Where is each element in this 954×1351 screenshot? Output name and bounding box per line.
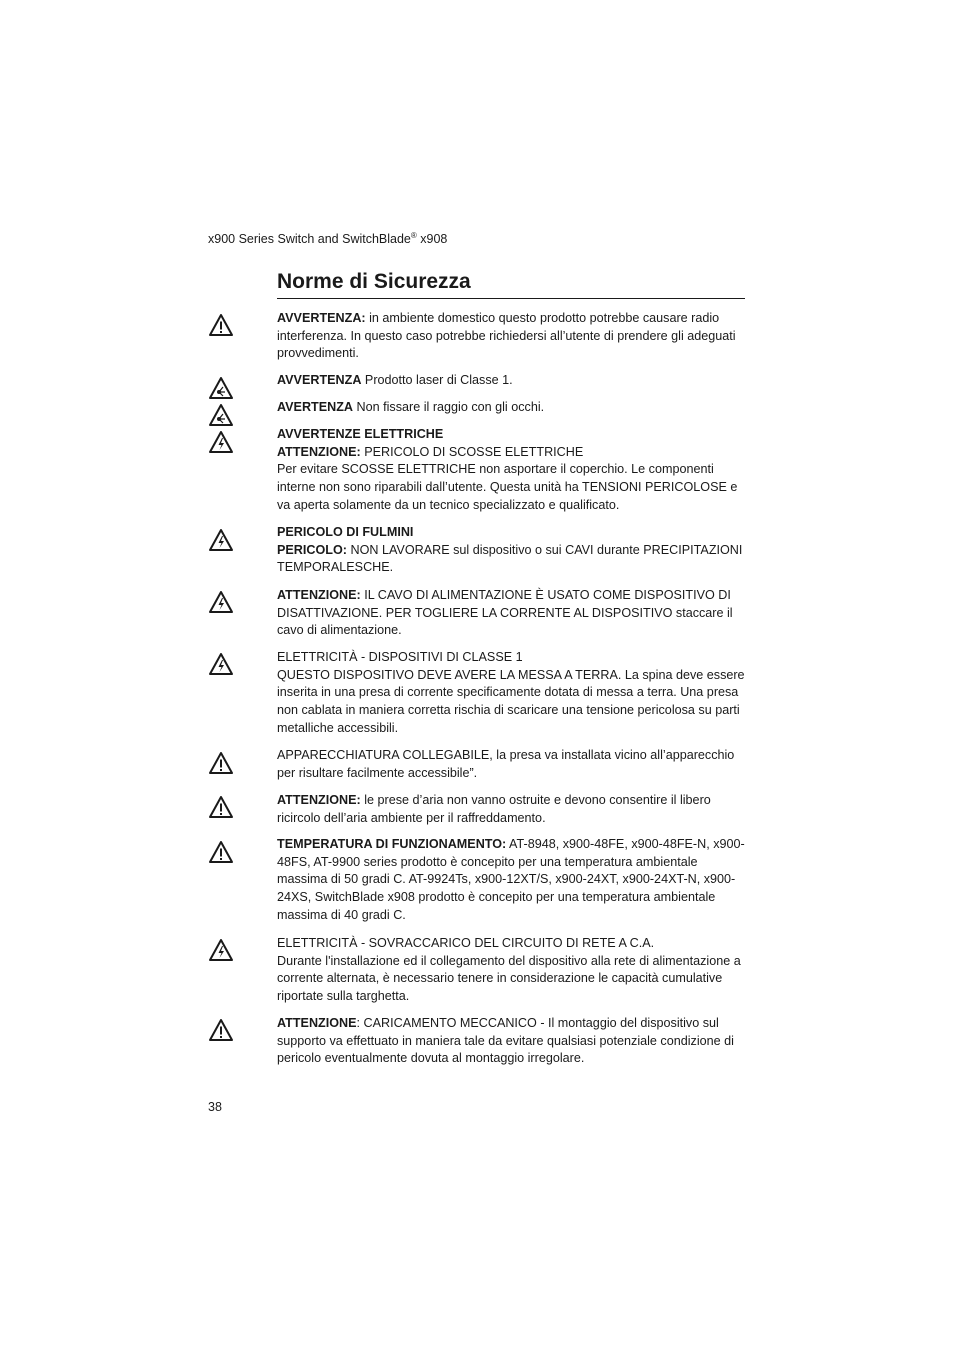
notice-text: NON LAVORARE sul dispositivo o sui CAVI durante PRECIPITAZIONI TEMPORALESCHE. [277,542,743,575]
electrical-hazard-icon [208,430,234,454]
notice-label: ATTENZIONE: [277,444,361,459]
notice-text: PERICOLO DI SCOSSE ELETTRICHE [360,444,584,459]
notice-10 [277,836,747,925]
notice-label: ATTENZIONE: [277,793,361,807]
warning-icon [208,795,234,819]
warning-icon [208,751,234,775]
notice-12 [277,1015,747,1068]
notice-heading: PERICOLO DI FULMINI [277,525,414,539]
notice-9 [277,792,747,827]
notice-heading: AVVERTENZE ELETTRICHE [277,427,444,441]
notice-4 [277,426,747,515]
notice-text: Non fissare il raggio con gli occhi. [353,400,545,414]
notice-11 [277,935,747,1006]
notice-5 [277,524,747,577]
electrical-hazard-icon [208,590,234,614]
page-number: 38 [208,1100,222,1114]
notice-label: ATTENZIONE [277,1016,357,1030]
notice-text: AT-8948, x900-48FE, x900-48FE-N, x900-48FS, AT-9900 series prodotto è concepito per una temperatura ambientale massima di 50 gradi C. AT-9924Ts, x900-12XT/S, x900-24XT, x900-24XT-N, x900-24XS, SwitchBlade x908 prodotto è concepito per una temperatura ambientale massima di 40 gradi C. [277,837,745,922]
notice-7 [277,649,747,738]
notice-body: Per evitare SCOSSE ELETTRICHE non asportare il coperchio. Le componenti interne non sono riparabili dall’utente. Questa unità ha TENSIONI PERICOLOSE e va aperta solamente da un tecnico specializzato e qualificato. [277,462,738,512]
notice-text: APPARECCHIATURA COLLEGABILE, la presa va installata vicino all’apparecchio per risultare facilmente accessibile”. [277,748,735,780]
running-head [208,231,447,246]
notice-text: Prodotto laser di Classe 1. [361,373,513,387]
notice-2 [277,372,747,390]
electrical-hazard-icon [208,652,234,676]
notice-heading: ELETTRICITÀ - SOVRACCARICO DEL CIRCUITO DI RETE A C.A. [277,936,655,950]
notice-text: QUESTO DISPOSITIVO DEVE AVERE LA MESSA A TERRA. La spina deve essere inserita in una presa di corrente specificamente dotata di messa a terra. Una presa non cablata in maniera corretta rischia di scaricare una tensione pericolosa su parti metalliche accessibili. [277,667,745,735]
laser-warning-icon [208,376,234,400]
notice-text: IL CAVO DI ALIMENTAZIONE È USATO COME DISPOSITIVO DI DISATTIVAZIONE. PER TOGLIERE LA CORRENTE AL DISPOSITIVO staccare il cavo di alimentazione. [277,588,733,638]
notice-text: : CARICAMENTO MECCANICO - Il montaggio del dispositivo sul supporto va effettuato in maniera tale da evitare qualsiasi potenziale condizione di pericolo eventualmente dovuta al montaggio irregolare. [277,1016,734,1066]
running-head-text: x900 Series Switch and SwitchBlade [208,232,411,247]
registered-mark: ® [410,231,417,240]
page-title: Norme di Sicurezza [277,270,745,299]
notice-label: TEMPERATURA DI FUNZIONAMENTO: [277,837,507,851]
notice-label: AVERTENZA [277,400,354,414]
notice-text: Durante l'installazione ed il collegamento del dispositivo alla rete di alimentazione a corrente alternata, è necessario tenere in considerazione le capacità cumulative riportate sulla targhetta. [277,953,741,1004]
notice-heading: ELETTRICITÀ - DISPOSITIVI DI CLASSE 1 [277,650,523,664]
notice-1 [277,310,747,363]
notice-label: ATTENZIONE: [277,588,361,602]
notice-label: PERICOLO: [277,542,347,557]
warning-icon [208,313,234,337]
notice-6 [277,587,747,640]
warning-icon [208,840,234,864]
electrical-hazard-icon [208,528,234,552]
notice-label: AVVERTENZA [277,373,362,387]
notice-8 [277,747,747,782]
notice-text: le prese d’aria non vanno ostruite e devono consentire il libero ricircolo dell’aria ambiente per il raffreddamento. [277,793,711,825]
electrical-hazard-icon [208,938,234,962]
notice-text: in ambiente domestico questo prodotto potrebbe causare radio interferenza. In questo caso potrebbe richiedersi all’utente di prendere gli adeguati provvedimenti. [277,311,736,361]
warning-icon [208,1018,234,1042]
running-head-model: x908 [416,232,448,247]
notice-label: AVVERTENZA: [277,311,366,325]
laser-warning-icon [208,403,234,427]
notice-3 [277,399,747,417]
